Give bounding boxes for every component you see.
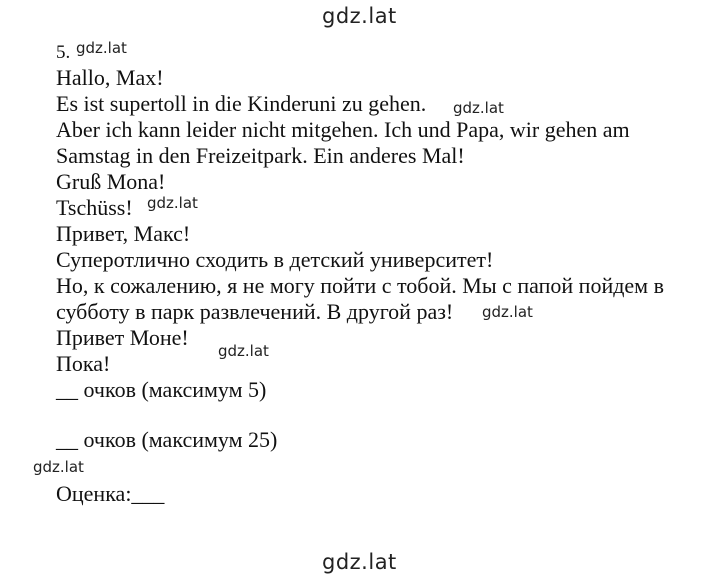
- score-line-5: __ очков (максимум 5): [56, 377, 267, 402]
- german-line-3: Aber ich kann leider nicht mitgehen. Ich und Papa, wir gehen am: [56, 117, 630, 142]
- watermark-bottom: gdz.lat: [322, 550, 397, 574]
- watermark-left: gdz.lat: [33, 458, 84, 476]
- russian-line-5: Привет Моне!: [56, 325, 189, 350]
- russian-line-6: Пока!: [56, 351, 111, 376]
- grade-line: Оценка:___: [56, 481, 165, 506]
- german-line-4: Samstag in den Freizeitpark. Ein anderes Mal!: [56, 143, 465, 168]
- watermark-line-2: gdz.lat: [453, 99, 504, 117]
- watermark-top: gdz.lat: [322, 4, 397, 28]
- watermark-poka: gdz.lat: [218, 342, 269, 360]
- russian-line-1: Привет, Макс!: [56, 221, 191, 246]
- german-line-5: Gruß Mona!: [56, 169, 166, 194]
- russian-line-2: Суперотлично сходить в детский университет!: [56, 247, 494, 272]
- german-line-2: Es ist supertoll in die Kinderuni zu gehen.: [56, 91, 427, 116]
- russian-line-4: субботу в парк развлечений. В другой раз!: [56, 299, 454, 324]
- german-line-1: Hallo, Max!: [56, 65, 164, 90]
- german-line-6: Tschüss!: [56, 195, 133, 220]
- score-line-25: __ очков (максимум 25): [56, 427, 278, 452]
- russian-line-3: Но, к сожалению, я не могу пойти с тобой. Мы с папой пойдем в: [56, 273, 664, 298]
- watermark-number: gdz.lat: [76, 39, 127, 57]
- watermark-tschuss: gdz.lat: [147, 194, 198, 212]
- exercise-number: 5.: [56, 42, 71, 63]
- watermark-russian-4: gdz.lat: [482, 303, 533, 321]
